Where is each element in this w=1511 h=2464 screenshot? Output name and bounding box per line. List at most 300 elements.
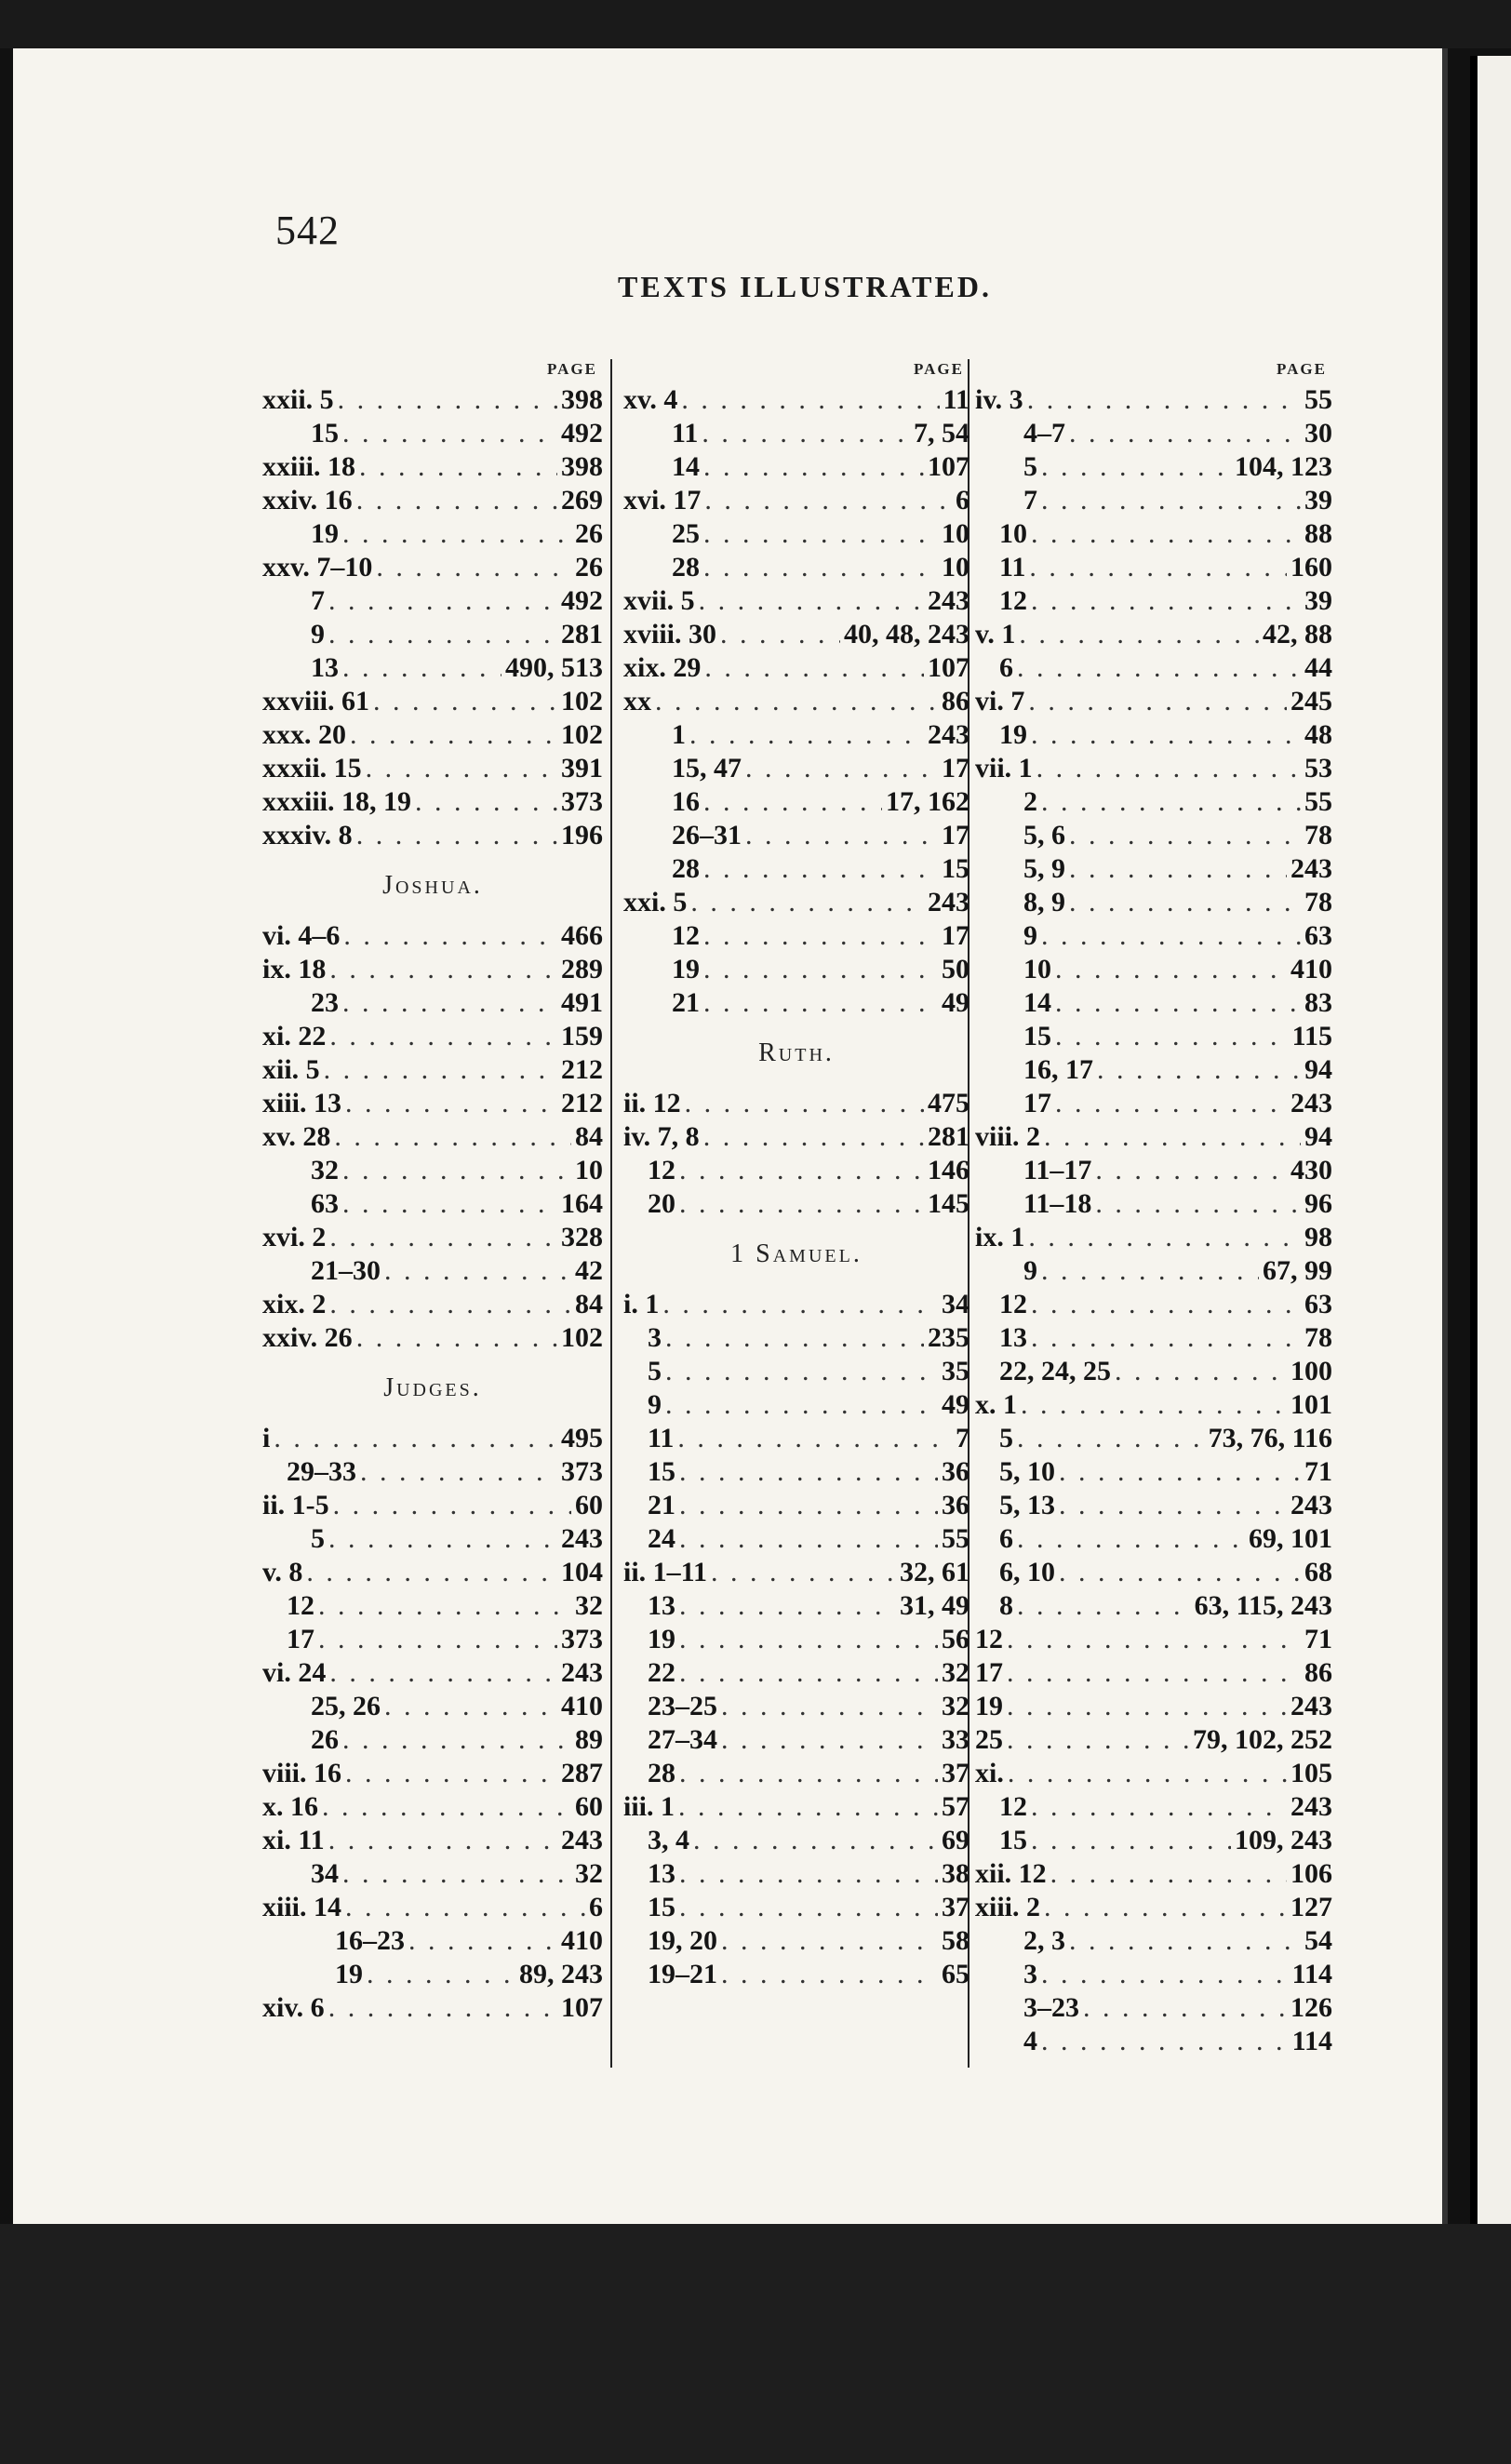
verse-reference: 12 bbox=[287, 1590, 314, 1621]
page-reference: 243 bbox=[928, 887, 969, 917]
index-entry bbox=[623, 953, 969, 986]
dot-leader bbox=[322, 1790, 571, 1824]
dot-leader bbox=[703, 1120, 924, 1154]
dot-leader bbox=[345, 1087, 557, 1120]
index-entry bbox=[623, 886, 969, 919]
page-reference: 391 bbox=[561, 753, 603, 783]
index-entry bbox=[975, 1221, 1332, 1254]
verse-reference: xv. 4 bbox=[623, 384, 678, 415]
index-column-2 bbox=[623, 355, 969, 2096]
page-reference: 17, 162 bbox=[886, 786, 969, 817]
verse-reference: 11–17 bbox=[1023, 1155, 1092, 1185]
index-entry bbox=[262, 551, 603, 584]
page-reference: 31, 49 bbox=[900, 1590, 969, 1621]
page-reference: 86 bbox=[1304, 1657, 1332, 1688]
dot-leader bbox=[1041, 919, 1301, 953]
book-heading: Ruth. bbox=[758, 1038, 835, 1067]
dot-leader bbox=[655, 685, 938, 718]
verse-reference: 34 bbox=[311, 1858, 339, 1889]
verse-reference: 21 bbox=[648, 1490, 675, 1520]
index-entry bbox=[975, 1489, 1332, 1522]
index-entry bbox=[262, 685, 603, 718]
verse-reference: x. 16 bbox=[262, 1791, 318, 1822]
dot-leader bbox=[343, 919, 557, 953]
dot-leader bbox=[704, 651, 924, 685]
dot-leader bbox=[679, 1522, 938, 1556]
dot-leader bbox=[1031, 718, 1301, 752]
page-reference: 145 bbox=[928, 1188, 969, 1219]
page-reference: 67, 99 bbox=[1263, 1255, 1332, 1286]
index-entry bbox=[975, 1087, 1332, 1120]
dot-leader bbox=[342, 986, 557, 1020]
page-reference: 98 bbox=[1304, 1222, 1332, 1252]
index-entry bbox=[262, 618, 603, 651]
verse-reference: 32 bbox=[311, 1155, 339, 1185]
index-entry bbox=[262, 1857, 603, 1891]
page-reference: 373 bbox=[561, 1624, 603, 1654]
page-reference: 430 bbox=[1290, 1155, 1332, 1185]
index-entry bbox=[262, 417, 603, 450]
index-entry bbox=[262, 819, 603, 852]
verse-reference: 11 bbox=[648, 1423, 675, 1453]
facing-page-edge bbox=[1470, 56, 1511, 2224]
dot-leader bbox=[703, 852, 938, 886]
index-entry bbox=[975, 953, 1332, 986]
verse-reference: 19 bbox=[311, 518, 339, 549]
dot-leader bbox=[1041, 785, 1301, 819]
page-reference: 212 bbox=[561, 1054, 603, 1085]
scan-top-border bbox=[0, 0, 1511, 48]
verse-reference: 9 bbox=[311, 619, 325, 649]
page-reference: 410 bbox=[1290, 954, 1332, 984]
page-reference: 7 bbox=[956, 1423, 969, 1453]
dot-leader bbox=[1041, 1254, 1259, 1288]
dot-leader bbox=[350, 718, 557, 752]
index-entry bbox=[975, 1187, 1332, 1221]
index-entry bbox=[975, 1422, 1332, 1455]
page-reference: 127 bbox=[1290, 1892, 1332, 1922]
index-entry bbox=[623, 1288, 969, 1321]
dot-leader bbox=[1115, 1355, 1287, 1388]
index-entry bbox=[262, 1757, 603, 1790]
index-entry bbox=[975, 584, 1332, 618]
index-entry bbox=[262, 1020, 603, 1053]
index-entry bbox=[623, 1120, 969, 1154]
dot-leader bbox=[1031, 517, 1301, 551]
dot-leader bbox=[1031, 1790, 1287, 1824]
index-entry bbox=[975, 1556, 1332, 1589]
index-entry bbox=[623, 986, 969, 1020]
verse-reference: xvii. 5 bbox=[623, 585, 695, 616]
verse-reference: 11 bbox=[999, 552, 1026, 583]
verse-reference: xvi. 2 bbox=[262, 1222, 327, 1252]
index-entry bbox=[623, 785, 969, 819]
index-entry bbox=[623, 1556, 969, 1589]
index-entry bbox=[975, 1790, 1332, 1824]
index-entry bbox=[975, 718, 1332, 752]
verse-reference: 3 bbox=[648, 1322, 662, 1353]
dot-leader bbox=[689, 718, 924, 752]
page-reference: 94 bbox=[1304, 1054, 1332, 1085]
dot-leader bbox=[721, 1690, 938, 1723]
dot-leader bbox=[703, 551, 938, 584]
verse-reference: 5, 6 bbox=[1023, 820, 1065, 850]
page-reference: 105 bbox=[1290, 1758, 1332, 1788]
page-reference: 50 bbox=[942, 954, 969, 984]
index-entry bbox=[262, 1623, 603, 1656]
index-entry bbox=[975, 1522, 1332, 1556]
page-reference: 49 bbox=[942, 987, 969, 1018]
verse-reference: 11–18 bbox=[1023, 1188, 1092, 1219]
page-reference: 243 bbox=[1290, 1088, 1332, 1118]
verse-reference: vi. 4–6 bbox=[262, 920, 341, 951]
dot-leader bbox=[702, 417, 910, 450]
verse-reference: 13 bbox=[648, 1590, 675, 1621]
index-entry bbox=[623, 584, 969, 618]
index-column-1 bbox=[262, 355, 603, 2096]
page-reference: 71 bbox=[1304, 1624, 1332, 1654]
index-entry bbox=[262, 1723, 603, 1757]
page-reference: 42, 88 bbox=[1263, 619, 1332, 649]
page-reference: 466 bbox=[561, 920, 603, 951]
index-entry bbox=[262, 1690, 603, 1723]
verse-reference: 5 bbox=[311, 1523, 325, 1554]
dot-leader bbox=[679, 1455, 938, 1489]
verse-reference: 19–21 bbox=[648, 1959, 717, 1989]
page-reference: 65 bbox=[942, 1959, 969, 1989]
index-entry bbox=[975, 852, 1332, 886]
dot-leader bbox=[359, 450, 557, 484]
index-entry bbox=[975, 1723, 1332, 1757]
page-reference: 39 bbox=[1304, 485, 1332, 516]
book-heading: Judges. bbox=[383, 1373, 482, 1402]
page-reference: 7, 54 bbox=[914, 418, 969, 449]
page-reference: 40, 48, 243 bbox=[844, 619, 969, 649]
dot-leader bbox=[681, 383, 939, 417]
page-reference: 60 bbox=[575, 1791, 603, 1822]
verse-reference: i. 1 bbox=[623, 1289, 660, 1319]
index-entry bbox=[623, 718, 969, 752]
verse-reference: 13 bbox=[999, 1322, 1027, 1353]
verse-reference: xxi. 5 bbox=[623, 887, 688, 917]
index-entry bbox=[262, 1522, 603, 1556]
page-reference: 38 bbox=[942, 1858, 969, 1889]
dot-leader bbox=[1055, 986, 1301, 1020]
dot-leader bbox=[360, 1455, 557, 1489]
verse-reference: 12 bbox=[648, 1155, 675, 1185]
dot-leader bbox=[306, 1556, 557, 1589]
index-column-3 bbox=[975, 355, 1332, 2096]
index-entry bbox=[975, 1857, 1332, 1891]
dot-leader bbox=[334, 1120, 571, 1154]
verse-reference: xix. 29 bbox=[623, 652, 702, 683]
index-entry bbox=[975, 1388, 1332, 1422]
page-reference: 289 bbox=[561, 954, 603, 984]
dot-leader bbox=[367, 1958, 515, 1991]
index-entry bbox=[623, 919, 969, 953]
page-reference: 86 bbox=[942, 686, 969, 716]
verse-reference: 26–31 bbox=[672, 820, 742, 850]
index-entry bbox=[975, 1254, 1332, 1288]
verse-reference: 27–34 bbox=[648, 1724, 717, 1755]
dot-leader bbox=[342, 417, 557, 450]
index-entry bbox=[262, 1053, 603, 1087]
verse-reference: 12 bbox=[672, 920, 700, 951]
page-reference: 115 bbox=[1291, 1021, 1332, 1051]
page-reference: 58 bbox=[942, 1925, 969, 1956]
page-reference: 126 bbox=[1290, 1992, 1332, 2023]
dot-leader bbox=[329, 1656, 557, 1690]
verse-reference: 3 bbox=[1023, 1959, 1037, 1989]
index-entry bbox=[623, 417, 969, 450]
dot-leader bbox=[679, 1489, 938, 1522]
index-entry bbox=[262, 383, 603, 417]
index-entry bbox=[975, 618, 1332, 651]
index-entry bbox=[262, 1221, 603, 1254]
verse-reference: 28 bbox=[672, 853, 700, 884]
page-reference: 32 bbox=[575, 1590, 603, 1621]
verse-reference: xxxiv. 8 bbox=[262, 820, 353, 850]
index-entry bbox=[262, 651, 603, 685]
index-entry bbox=[262, 718, 603, 752]
dot-leader bbox=[699, 584, 924, 618]
page-reference: 243 bbox=[561, 1657, 603, 1688]
running-head: TEXTS ILLUSTRATED. bbox=[618, 270, 992, 303]
verse-reference: 20 bbox=[648, 1188, 675, 1219]
page-reference: 30 bbox=[1304, 418, 1332, 449]
index-entry bbox=[975, 1690, 1332, 1723]
scan-bottom-border bbox=[0, 2224, 1511, 2464]
index-entry bbox=[975, 1020, 1332, 1053]
dot-leader bbox=[338, 383, 557, 417]
dot-leader bbox=[342, 1154, 571, 1187]
verse-reference: vi. 24 bbox=[262, 1657, 327, 1688]
index-entry bbox=[262, 1154, 603, 1187]
page-reference: 109, 243 bbox=[1235, 1825, 1332, 1855]
index-entry bbox=[975, 1958, 1332, 1991]
page-reference: 32 bbox=[575, 1858, 603, 1889]
verse-reference: 23–25 bbox=[648, 1691, 717, 1721]
page-reference: 243 bbox=[561, 1523, 603, 1554]
dot-leader bbox=[342, 517, 571, 551]
dot-leader bbox=[703, 953, 938, 986]
verse-reference: xxiv. 16 bbox=[262, 485, 353, 516]
column-rule bbox=[610, 359, 612, 2068]
page-reference: 57 bbox=[942, 1791, 969, 1822]
verse-reference: 12 bbox=[999, 1791, 1027, 1822]
page-reference: 107 bbox=[928, 451, 969, 482]
page-reference: 33 bbox=[942, 1724, 969, 1755]
index-entry bbox=[975, 1589, 1332, 1623]
dot-leader bbox=[703, 450, 924, 484]
verse-reference: xiii. 2 bbox=[975, 1892, 1041, 1922]
index-entry bbox=[623, 1388, 969, 1422]
page-reference: 373 bbox=[561, 1456, 603, 1487]
dot-leader bbox=[1028, 1221, 1301, 1254]
dot-leader bbox=[415, 785, 557, 819]
page-reference: 39 bbox=[1304, 585, 1332, 616]
verse-reference: xiii. 13 bbox=[262, 1088, 342, 1118]
verse-reference: xi. 22 bbox=[262, 1021, 327, 1051]
page-reference: 53 bbox=[1304, 753, 1332, 783]
verse-reference: iv. 3 bbox=[975, 384, 1023, 415]
verse-reference: 16, 17 bbox=[1023, 1054, 1093, 1085]
index-entry bbox=[623, 1723, 969, 1757]
verse-reference: vi. 7 bbox=[975, 686, 1025, 716]
verse-reference: 19 bbox=[648, 1624, 675, 1654]
verse-reference: 5, 10 bbox=[999, 1456, 1055, 1487]
index-entry bbox=[262, 584, 603, 618]
dot-leader bbox=[318, 1589, 571, 1623]
page-reference: 37 bbox=[942, 1892, 969, 1922]
verse-reference: xxxii. 15 bbox=[262, 753, 362, 783]
dot-leader bbox=[324, 1053, 557, 1087]
index-entry bbox=[262, 752, 603, 785]
verse-reference: 8 bbox=[999, 1590, 1013, 1621]
index-entry bbox=[975, 1120, 1332, 1154]
verse-reference: xiv. 6 bbox=[262, 1992, 325, 2023]
index-entry bbox=[262, 484, 603, 517]
page-reference: 94 bbox=[1304, 1121, 1332, 1152]
verse-reference: ix. 18 bbox=[262, 954, 327, 984]
verse-reference: xiii. 14 bbox=[262, 1892, 342, 1922]
index-entry bbox=[975, 551, 1332, 584]
page-reference: 114 bbox=[1291, 1959, 1332, 1989]
verse-reference: v. 1 bbox=[975, 619, 1016, 649]
page-reference: 102 bbox=[561, 1322, 603, 1353]
dot-leader bbox=[1069, 819, 1301, 852]
page-reference: 146 bbox=[928, 1155, 969, 1185]
verse-reference: 25 bbox=[975, 1724, 1003, 1755]
verse-reference: 28 bbox=[672, 552, 700, 583]
page-reference: 102 bbox=[561, 719, 603, 750]
index-entry bbox=[623, 383, 969, 417]
index-entry bbox=[623, 1857, 969, 1891]
index-entry bbox=[623, 1455, 969, 1489]
dot-leader bbox=[345, 1757, 557, 1790]
page-reference: 55 bbox=[942, 1523, 969, 1554]
index-entry bbox=[262, 953, 603, 986]
page-reference: 79, 102, 252 bbox=[1193, 1724, 1332, 1755]
index-entry bbox=[975, 2025, 1332, 2058]
index-entry bbox=[623, 1187, 969, 1221]
dot-leader bbox=[745, 752, 938, 785]
dot-leader bbox=[679, 1623, 938, 1656]
page-reference: 410 bbox=[561, 1925, 603, 1956]
verse-reference: xxx. 20 bbox=[262, 719, 346, 750]
dot-leader bbox=[679, 1757, 938, 1790]
verse-reference: viii. 16 bbox=[262, 1758, 342, 1788]
index-entry bbox=[623, 551, 969, 584]
index-entry bbox=[623, 1891, 969, 1924]
index-entry bbox=[262, 1087, 603, 1120]
page-reference: 492 bbox=[561, 585, 603, 616]
dot-leader bbox=[1055, 1087, 1287, 1120]
verse-reference: 21–30 bbox=[311, 1255, 381, 1286]
page-reference: 373 bbox=[561, 786, 603, 817]
index-entry bbox=[975, 1623, 1332, 1656]
page-reference: 89, 243 bbox=[519, 1959, 603, 1989]
verse-reference: 15, 47 bbox=[672, 753, 742, 783]
dot-leader bbox=[1007, 1723, 1189, 1757]
page-reference: 160 bbox=[1290, 552, 1332, 583]
verse-reference: 15 bbox=[999, 1825, 1027, 1855]
dot-leader bbox=[328, 1824, 557, 1857]
dot-leader bbox=[408, 1924, 557, 1958]
page-reference: 78 bbox=[1304, 1322, 1332, 1353]
verse-reference: 13 bbox=[648, 1858, 675, 1889]
verse-reference: 2, 3 bbox=[1023, 1925, 1065, 1956]
verse-reference: 4 bbox=[1023, 2026, 1037, 2056]
page-reference: 15 bbox=[942, 853, 969, 884]
dot-leader bbox=[1083, 1991, 1287, 2025]
page-reference: 69, 101 bbox=[1249, 1523, 1332, 1554]
dot-leader bbox=[345, 1891, 585, 1924]
page-reference: 100 bbox=[1290, 1356, 1332, 1386]
verse-reference: 12 bbox=[999, 585, 1027, 616]
page-reference: 73, 76, 116 bbox=[1208, 1423, 1332, 1453]
page-column-label: PAGE bbox=[547, 360, 597, 378]
verse-reference: 15 bbox=[311, 418, 339, 449]
verse-reference: 6, 10 bbox=[999, 1557, 1055, 1587]
index-entry bbox=[975, 685, 1332, 718]
verse-reference: 4–7 bbox=[1023, 418, 1065, 449]
index-entry bbox=[623, 1522, 969, 1556]
dot-leader bbox=[679, 1187, 924, 1221]
page-reference: 48 bbox=[1304, 719, 1332, 750]
index-entry bbox=[262, 1790, 603, 1824]
index-entry bbox=[262, 1321, 603, 1355]
page-reference: 106 bbox=[1290, 1858, 1332, 1889]
index-entry bbox=[975, 1824, 1332, 1857]
index-entry bbox=[262, 1120, 603, 1154]
dot-leader bbox=[690, 886, 924, 919]
verse-reference: 3–23 bbox=[1023, 1992, 1079, 2023]
page-reference: 32, 61 bbox=[900, 1557, 969, 1587]
verse-reference: xxii. 5 bbox=[262, 384, 334, 415]
dot-leader bbox=[704, 484, 952, 517]
dot-leader bbox=[720, 618, 840, 651]
index-entry bbox=[975, 919, 1332, 953]
dot-leader bbox=[1069, 886, 1301, 919]
dot-leader bbox=[1031, 1824, 1231, 1857]
page-reference: 243 bbox=[1290, 853, 1332, 884]
page-reference: 104, 123 bbox=[1235, 451, 1332, 482]
index-entry bbox=[623, 1087, 969, 1120]
dot-leader bbox=[1031, 1321, 1301, 1355]
dot-leader bbox=[1041, 2025, 1289, 2058]
verse-reference: xii. 5 bbox=[262, 1054, 320, 1085]
dot-leader bbox=[1097, 1053, 1301, 1087]
page-reference: 84 bbox=[575, 1289, 603, 1319]
dot-leader bbox=[665, 1355, 938, 1388]
verse-reference: 13 bbox=[311, 652, 339, 683]
page-reference: 398 bbox=[561, 451, 603, 482]
verse-reference: 19 bbox=[672, 954, 700, 984]
verse-reference: i bbox=[262, 1423, 271, 1453]
dot-leader bbox=[1069, 417, 1301, 450]
dot-leader bbox=[703, 517, 938, 551]
page-reference: 102 bbox=[561, 686, 603, 716]
page-reference: 104 bbox=[561, 1557, 603, 1587]
page-reference: 68 bbox=[1304, 1557, 1332, 1587]
dot-leader bbox=[1095, 1187, 1301, 1221]
verse-reference: 15 bbox=[648, 1456, 675, 1487]
dot-leader bbox=[329, 1221, 557, 1254]
dot-leader bbox=[1017, 1589, 1191, 1623]
index-entry bbox=[262, 1589, 603, 1623]
dot-leader bbox=[1050, 1857, 1287, 1891]
